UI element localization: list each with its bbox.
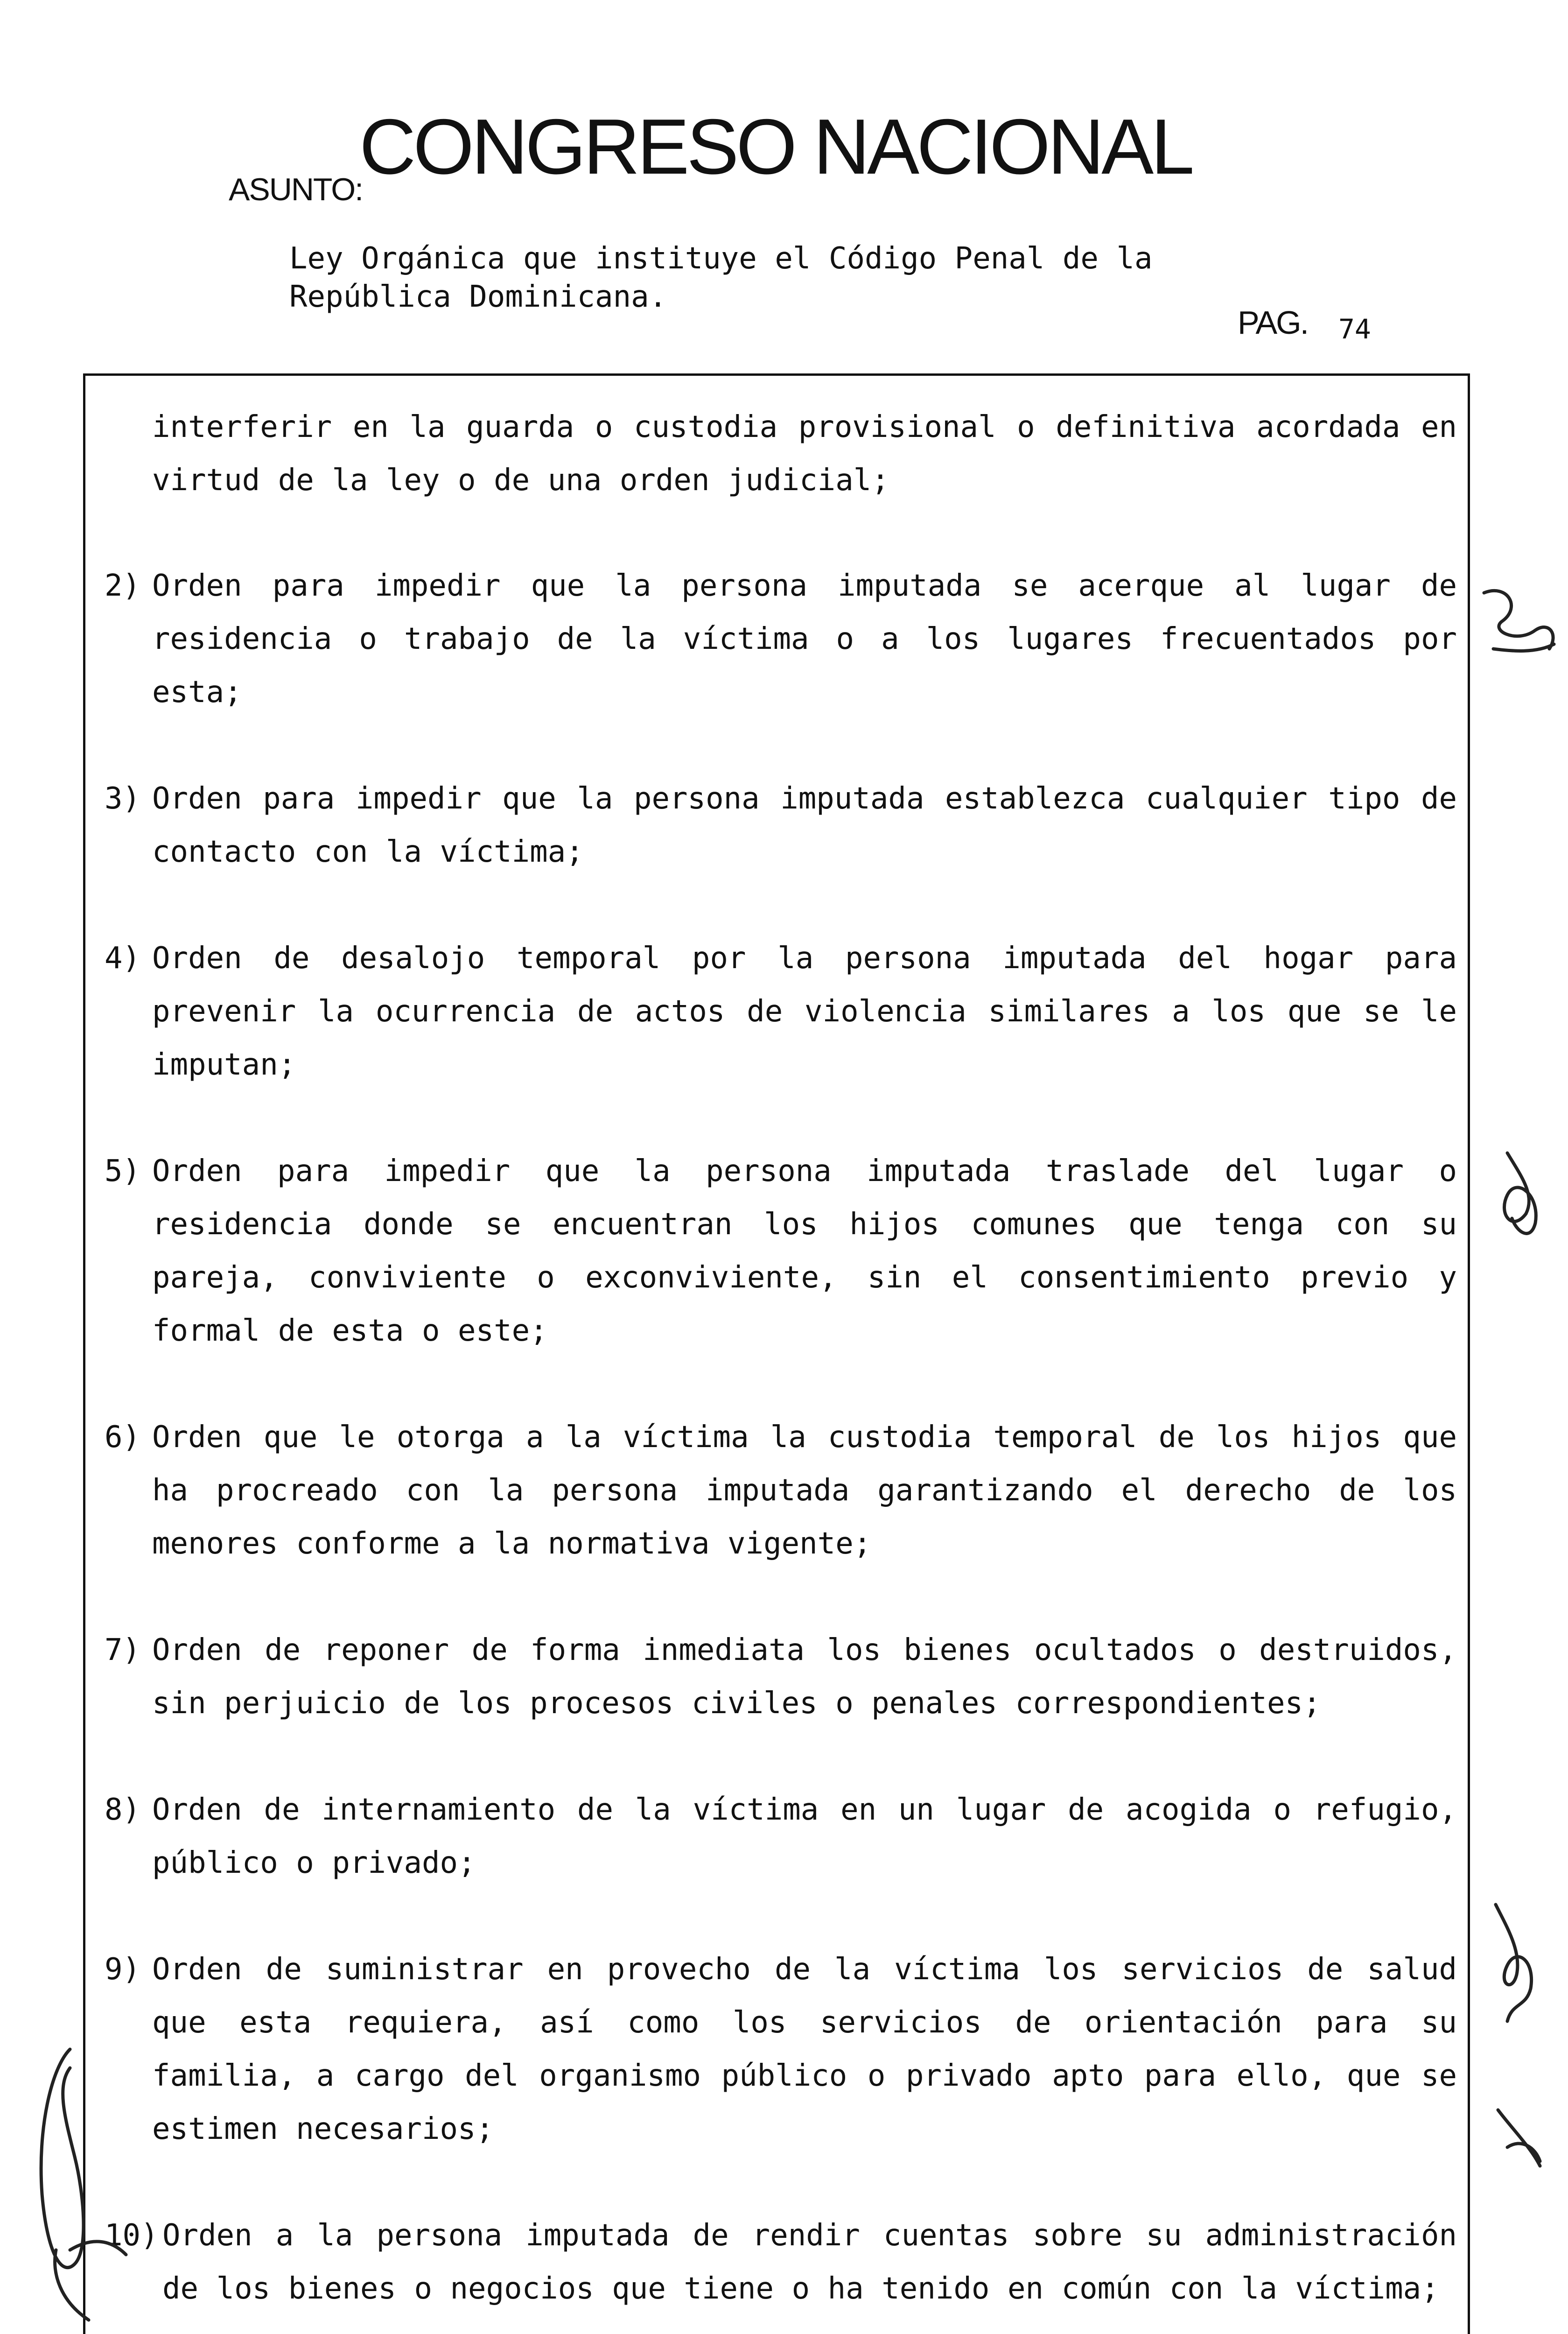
item-text: Orden de reponer de forma inmediata los bienes ocultados o destruidos, sin perjuicio de los procesos civiles o penales correspondientes;: [152, 1633, 1457, 1721]
initials-mark-4: [1498, 2110, 1540, 2166]
item-number: 8): [105, 1793, 141, 1827]
item-number: 9): [105, 1952, 141, 1987]
item-number: 5): [105, 1154, 141, 1188]
item-text: Orden a la persona imputada de rendir cuentas sobre su administración de los bienes o negocios que tiene o ha tenido en común con la víctima;: [162, 2218, 1457, 2306]
subject-label: ASUNTO:: [229, 172, 363, 207]
item-number: 6): [105, 1420, 141, 1455]
initials-mark-2: [1505, 1153, 1536, 1233]
item-number: 10): [105, 2218, 159, 2253]
item-text: Orden de internamiento de la víctima en un lugar de acogida o refugio, público o privado;: [152, 1793, 1457, 1880]
institution-title: CONGRESO NACIONAL: [359, 103, 1192, 190]
item-text: Orden de suministrar en provecho de la víctima los servicios de salud que esta requiera, así como los servicios de orientación para su familia, a cargo del organismo público o privado apto para ello, que se estimen necesarios;: [152, 1952, 1457, 2146]
item-text: Orden para impedir que la persona imputada se acerque al lugar de residencia o trabajo de la víctima o a los lugares frecuentados por esta;: [152, 569, 1457, 710]
item-text: Orden de desalojo temporal por la persona imputada del hogar para prevenir la ocurrencia de actos de violencia similares a los que se le imputan;: [152, 941, 1457, 1082]
item-number: 4): [105, 941, 141, 976]
initials-mark-3: [1496, 1905, 1532, 2021]
item-number: 3): [105, 781, 141, 816]
item-text: Orden para impedir que la persona imputada establezca cualquier tipo de contacto con la víctima;: [152, 781, 1457, 869]
item-text: Orden para impedir que la persona imputada traslade del lugar o residencia donde se encuentran los hijos comunes que tenga con su pareja, conviviente o exconviviente, sin el consentimiento previo y formal de esta o este;: [152, 1154, 1457, 1348]
item-number: 2): [105, 569, 141, 603]
page-label: PAG.: [1238, 304, 1308, 341]
page-number: 74: [1338, 313, 1371, 345]
item-text: Orden que le otorga a la víctima la custodia temporal de los hijos que ha procreado con la persona imputada garantizando el derecho de los menores conforme a la normativa vigente;: [152, 1420, 1457, 1561]
item-number: 7): [105, 1633, 141, 1667]
subject-line-1: Ley Orgánica que instituye el Código Penal de la: [289, 241, 1153, 276]
continuation-text: interferir en la guarda o custodia provisional o definitiva acordada en virtud de la ley o de una orden judicial;: [152, 410, 1457, 498]
initials-mark-1: [1484, 591, 1554, 651]
subject-line-2: República Dominicana.: [289, 280, 667, 314]
